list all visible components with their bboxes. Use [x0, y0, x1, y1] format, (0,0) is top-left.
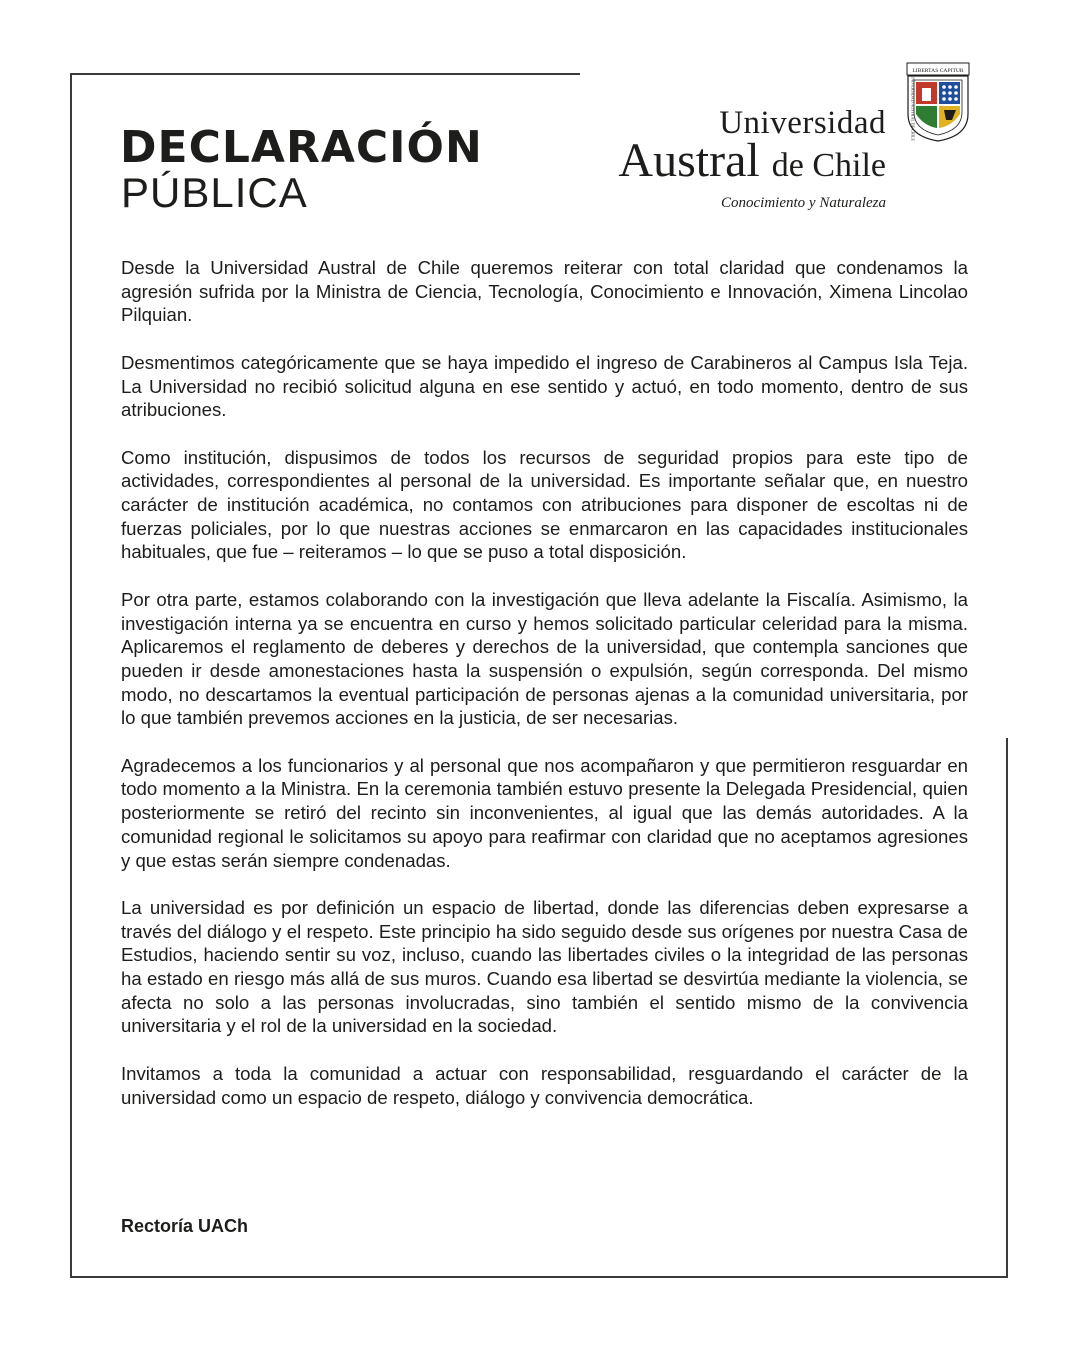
- university-logo: [618, 62, 970, 212]
- frame-right-line: [1006, 738, 1008, 1278]
- signature: Rectoría UACh: [121, 1216, 249, 1236]
- logo-wordmark: [618, 106, 886, 213]
- shield-side-text: UNIVERSIDAD AUSTRAL DE CHILE: [910, 75, 916, 141]
- paragraph-7: Invitamos a toda la comunidad a actuar con responsabilidad, resguardando el carácter de la universidad como un espacio de respeto, diálogo y convivencia democrática.: [121, 1062, 968, 1108]
- paragraph-3: Como institución, dispusimos de todos los recursos de seguridad propios para este tipo de actividades, correspondientes al personal de la universidad. Es importante señalar que, en nuestro carácter de institución académica, no contamos con atribuciones para disponer de escoltas ni de fuerzas policiales, por lo que nuestras acciones se enmarcaron en las capacidades institucionales habituales, que fue – reiteramos – lo que se puso a total disposición.: [121, 446, 968, 563]
- frame-top-line: [70, 73, 580, 75]
- paragraph-6: La universidad es por definición un espacio de libertad, donde las diferencias deben expresarse a través del diálogo y el respeto. Este principio ha sido seguido desde sus orígenes por nuestra Casa de Estudios, haciendo sentir su voz, incluso, cuando las libertades civiles o la integridad de las personas ha estado en riesgo más allá de sus muros. Cuando esa libertad se desvirtúa mediante la violencia, se afecta no solo a las personas involucradas, sino también el sentido mismo de la convivencia universitaria y el rol de la universidad en la sociedad.: [121, 896, 968, 1037]
- page-title-bold: DECLARACIÓN: [120, 122, 483, 173]
- paragraph-4: Por otra parte, estamos colaborando con la investigación que lleva adelante la Fiscalía. Asimismo, la investigación interna ya se encuentra en curso y hemos solicitado particular celeridad para la misma. Aplicaremos el reglamento de deberes y derechos de la universidad, que contempla sanciones que pueden ir desde amonestaciones hasta la suspensión o expulsión, según corresponda. Del mismo modo, no descartamos la eventual participación de personas ajenas a la comunidad universitaria, por lo que también prevemos acciones en la justicia, de ser necesarias.: [121, 588, 968, 729]
- logo-tagline: Conocimiento y Naturaleza: [721, 195, 886, 211]
- paragraph-5: Agradecemos a los funcionarios y al personal que nos acompañaron y que permitieron resguardar en todo momento a la Ministra. En la ceremonia también estuvo presente la Delegada Presidencial, quien posteriormente se retiró del recinto sin inconvenientes, al igual que las demás autoridades. A la comunidad regional le solicitamos su apoyo para reafirmar con claridad que no aceptamos agresiones y que estas serán siempre condenadas.: [121, 754, 968, 871]
- logo-austral-text: Austral: [618, 134, 760, 187]
- frame-bottom-line: [70, 1276, 1008, 1278]
- logo-line-austral: [618, 134, 886, 189]
- statement-body: [121, 256, 968, 1133]
- shield-motto-text: LIBERTAS CAPITUR: [912, 68, 964, 74]
- university-shield-icon: [906, 62, 970, 142]
- frame-left-line: [70, 73, 72, 1277]
- paragraph-2: Desmentimos categóricamente que se haya impedido el ingreso de Carabineros al Campus Isla Teja. La Universidad no recibió solicitud alguna en ese sentido y actuó, en todo momento, dentro de sus atribuciones.: [121, 351, 968, 421]
- paragraph-1: Desde la Universidad Austral de Chile queremos reiterar con total claridad que condenamos la agresión sufrida por la Ministra de Ciencia, Tecnología, Conocimiento e Innovación, Ximena Lincolao Pilquian.: [121, 257, 968, 326]
- page-title-light: PÚBLICA: [121, 169, 308, 216]
- logo-line-universidad: Universidad: [719, 105, 886, 141]
- logo-dechile-text: de Chile: [771, 147, 886, 184]
